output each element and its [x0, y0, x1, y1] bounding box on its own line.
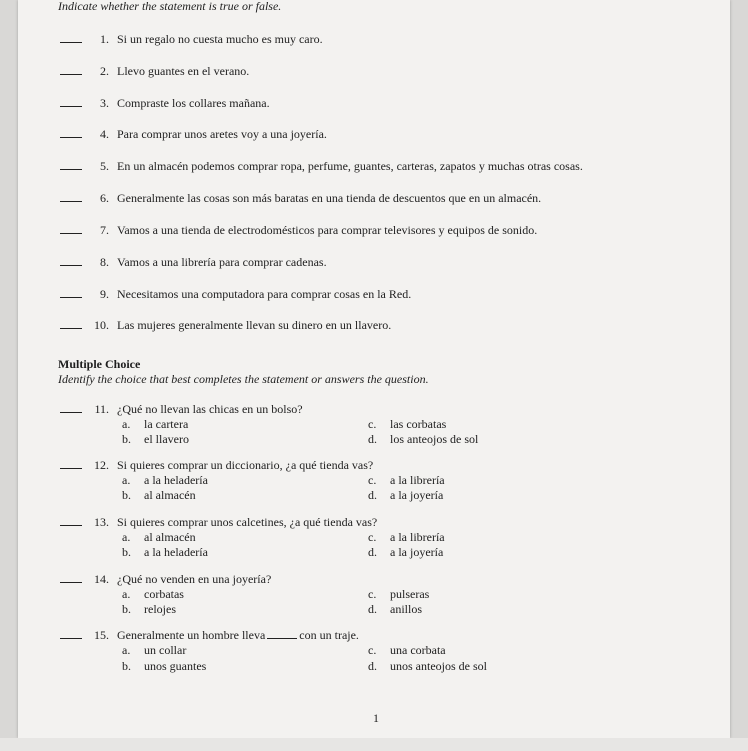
question-text: ¿Qué no venden en una joyería?	[117, 572, 272, 586]
item-number: 12.	[94, 458, 109, 472]
tf-item-6	[60, 191, 541, 206]
answer-blank[interactable]	[60, 73, 82, 75]
item-text: Vamos a una tienda de electrodomésticos para comprar televisores y equipos de sonido.	[117, 223, 538, 237]
mc-question-11	[60, 402, 303, 417]
option-c: c. una corbata	[368, 643, 446, 657]
item-number: 8.	[100, 255, 109, 269]
tf-item-4	[60, 127, 327, 142]
question-text: ¿Qué no llevan las chicas en un bolso?	[117, 402, 303, 416]
option-a: a. corbatas	[122, 587, 184, 601]
answer-blank[interactable]	[60, 637, 82, 639]
answer-blank[interactable]	[60, 264, 82, 266]
tf-item-3	[60, 96, 270, 111]
item-number: 4.	[100, 127, 109, 141]
tf-instruction: Indicate whether the statement is true or false.	[58, 0, 282, 13]
option-d: d. unos anteojos de sol	[368, 659, 487, 673]
option-c: c. a la librería	[368, 530, 445, 544]
item-number: 1.	[100, 32, 109, 46]
option-b: b. unos guantes	[122, 659, 207, 673]
item-number: 2.	[100, 64, 109, 78]
tf-item-10	[60, 318, 391, 333]
answer-blank[interactable]	[60, 200, 82, 202]
option-b: b. al almacén	[122, 488, 196, 502]
option-d: d. los anteojos de sol	[368, 432, 479, 446]
page-edge	[0, 738, 748, 751]
item-text: Si un regalo no cuesta mucho es muy caro.	[117, 32, 323, 46]
item-number: 6.	[100, 191, 109, 205]
question-text-end: con un traje.	[299, 628, 359, 642]
answer-blank[interactable]	[60, 524, 82, 526]
question-text: Si quieres comprar unos calcetines, ¿a qué tienda vas?	[117, 515, 378, 529]
question-text: Si quieres comprar un diccionario, ¿a qué tienda vas?	[117, 458, 374, 472]
mc-instruction: Identify the choice that best completes the statement or answers the question.	[58, 372, 429, 386]
tf-item-8	[60, 255, 327, 270]
item-number: 10.	[94, 318, 109, 332]
option-c: c. pulseras	[368, 587, 430, 601]
fill-in-blank	[267, 638, 297, 639]
item-text: Llevo guantes en el verano.	[117, 64, 250, 78]
answer-blank[interactable]	[60, 232, 82, 234]
item-text: Las mujeres generalmente llevan su dinero en un llavero.	[117, 318, 392, 332]
tf-item-1	[60, 32, 323, 47]
option-d: d. a la joyería	[368, 488, 444, 502]
answer-blank[interactable]	[60, 296, 82, 298]
item-text: Para comprar unos aretes voy a una joyería.	[117, 127, 327, 141]
answer-blank[interactable]	[60, 168, 82, 170]
question-text: Generalmente un hombre lleva	[117, 628, 266, 642]
item-number: 11.	[94, 402, 109, 416]
mc-question-15	[60, 628, 359, 643]
item-number: 9.	[100, 287, 109, 301]
answer-blank[interactable]	[60, 327, 82, 329]
mc-question-13	[60, 515, 377, 530]
tf-item-7	[60, 223, 537, 238]
worksheet-page	[18, 0, 730, 738]
page-number: 1	[373, 711, 379, 725]
tf-item-2	[60, 64, 249, 79]
item-text: Necesitamos una computadora para comprar cosas en la Red.	[117, 287, 412, 301]
mc-question-12	[60, 458, 373, 473]
item-number: 13.	[94, 515, 109, 529]
option-a: a. la cartera	[122, 417, 189, 431]
answer-blank[interactable]	[60, 411, 82, 413]
option-b: b. el llavero	[122, 432, 189, 446]
option-c: c. las corbatas	[368, 417, 447, 431]
option-c: c. a la librería	[368, 473, 445, 487]
answer-blank[interactable]	[60, 581, 82, 583]
item-number: 3.	[100, 96, 109, 110]
answer-blank[interactable]	[60, 136, 82, 138]
item-number: 7.	[100, 223, 109, 237]
option-a: a. a la heladería	[122, 473, 208, 487]
item-text: Vamos a una librería para comprar cadenas.	[117, 255, 327, 269]
answer-blank[interactable]	[60, 467, 82, 469]
tf-item-5	[60, 159, 583, 174]
item-number: 5.	[100, 159, 109, 173]
item-text: Generalmente las cosas son más baratas en una tienda de descuentos que en un almacén.	[117, 191, 542, 205]
mc-section-title: Multiple Choice	[58, 357, 141, 371]
item-number: 15.	[94, 628, 109, 642]
option-a: a. al almacén	[122, 530, 196, 544]
option-d: d. a la joyería	[368, 545, 444, 559]
option-b: b. relojes	[122, 602, 176, 616]
item-text: En un almacén podemos comprar ropa, perfume, guantes, carteras, zapatos y muchas otras cosas.	[117, 159, 583, 173]
option-d: d. anillos	[368, 602, 422, 616]
mc-question-14	[60, 572, 271, 587]
item-number: 14.	[94, 572, 109, 586]
option-a: a. un collar	[122, 643, 187, 657]
answer-blank[interactable]	[60, 105, 82, 107]
item-text: Compraste los collares mañana.	[117, 96, 270, 110]
answer-blank[interactable]	[60, 41, 82, 43]
tf-item-9	[60, 287, 411, 302]
option-b: b. a la heladería	[122, 545, 208, 559]
